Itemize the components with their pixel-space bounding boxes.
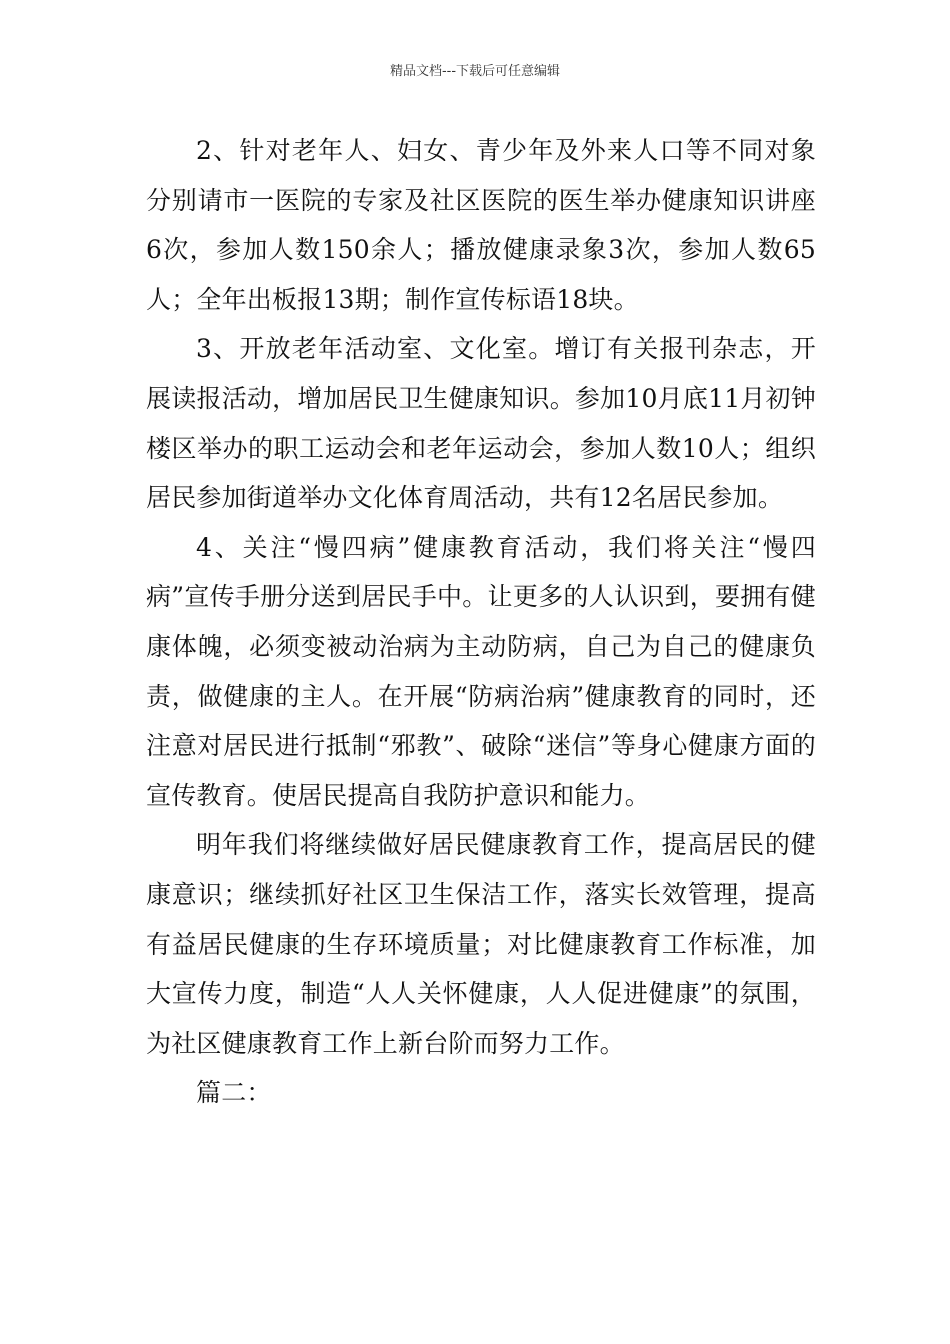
paragraph-item-3: 3、开放老年活动室、文化室。增订有关报刊杂志，开展读报活动，增加居民卫生健康知识。参加10月底11月初钟楼区举办的职工运动会和老年运动会，参加人数10人；组织居民参加街道举办文化体育周活动，共有12名居民参加。 [146,334,816,513]
paragraph-item-4: 4、关注“慢四病”健康教育活动，我们将关注“慢四病”宣传手册分送到居民手中。让更多的人认识到，要拥有健康体魄，必须变被动治病为主动防病，自己为自己的健康负责，做健康的主人。在开展“防病治病”健康教育的同时，还注意对居民进行抵制“邪教”、破除“迷信”等身心健康方面的宣传教育。使居民提高自我防护意识和能力。 [146,532,816,810]
document-body [146,126,816,1118]
paragraph-item-2: 2、针对老年人、妇女、青少年及外来人口等不同对象分别请市一医院的专家及社区医院的医生举办健康知识讲座6次，参加人数150余人；播放健康录象3次，参加人数65人；全年出板报13期；制作宣传标语18块。 [146,136,816,314]
section-heading-part-two: 篇二： [196,1078,272,1108]
paragraph-next-year-plan: 明年我们将继续做好居民健康教育工作，提高居民的健康意识；继续抓好社区卫生保洁工作，落实长效管理，提高有益居民健康的生存环境质量；对比健康教育工作标准，加大宣传力度，制造“人人关怀健康，人人促进健康”的氛围，为社区健康教育工作上新台阶而努力工作。 [146,830,816,1058]
page-header: 精品文档---下载后可任意编辑 [389,64,561,79]
